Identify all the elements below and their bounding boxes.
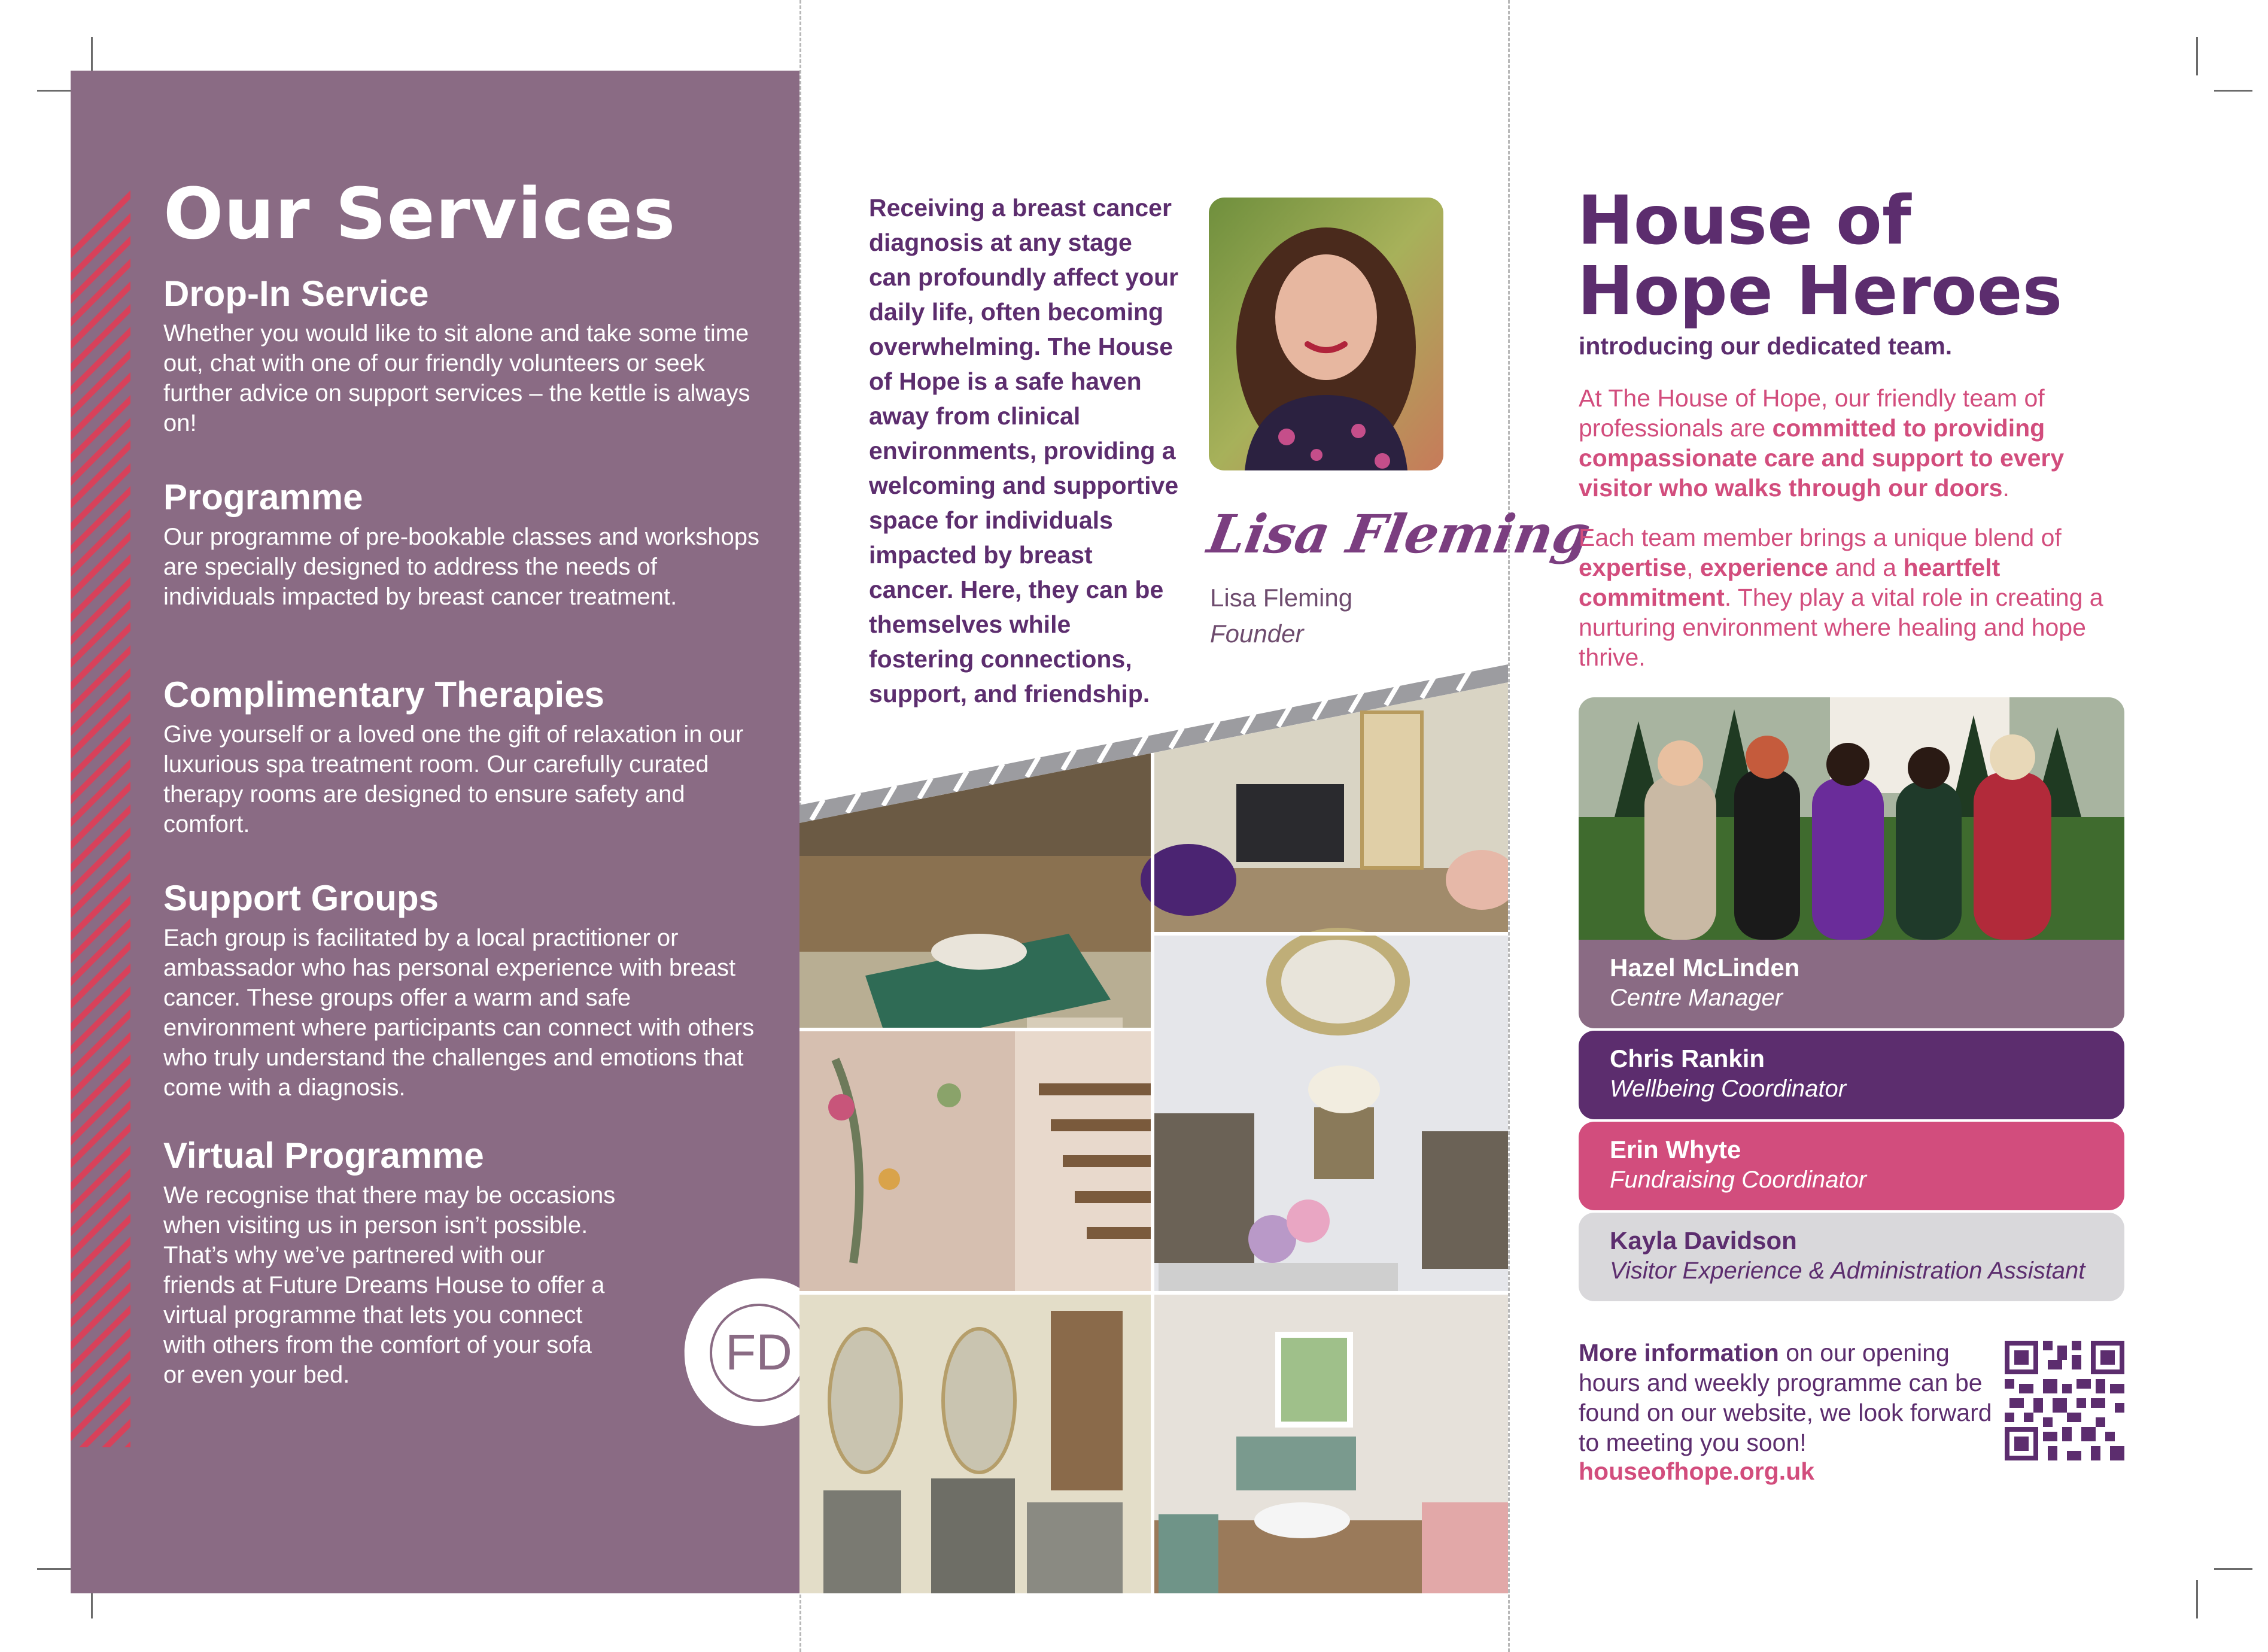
- text-bold: committed to providing compassionate care and support to every visitor who walks through our doors: [1579, 414, 2065, 502]
- founder-photo: [1209, 198, 1443, 470]
- crop-mark: [37, 1568, 75, 1570]
- photo-living-room: [1153, 928, 1508, 1293]
- heroes-title-line2: Hope Heroes: [1577, 253, 2063, 330]
- team-photo: [1579, 697, 2124, 940]
- stripe: [71, 1441, 130, 1447]
- team-member-name: Kayla Davidson: [1610, 1226, 1797, 1255]
- heroes-title-line1: House of: [1577, 182, 1911, 260]
- team-member-card: [1579, 1031, 2124, 1119]
- photo-sitting-room: [1153, 1293, 1508, 1593]
- photo-salon: [799, 1293, 1153, 1593]
- crop-mark: [2196, 37, 2198, 75]
- crop-mark: [2214, 1568, 2252, 1570]
- heroes-title: [1577, 182, 2063, 330]
- team-member-card: [1579, 1213, 2124, 1301]
- logo-text: FD: [725, 1324, 792, 1380]
- text-span: Each team member brings a unique blend of: [1579, 524, 2062, 551]
- service-heading: Complimentary Therapies: [163, 675, 604, 715]
- crop-mark: [37, 90, 75, 92]
- team-member-name: Hazel McLinden: [1610, 953, 1800, 982]
- crop-mark: [2214, 90, 2252, 92]
- heroes-intro-paragraph: [1579, 383, 2141, 503]
- decorative-stripes: [71, 190, 130, 1447]
- service-body: Each group is facilitated by a local practitioner or ambassador who has personal experience with breast cancer. These groups offer a warm and safe environment where participants can connect with others who truly understand the challenges and emotions that come with a diagnosis.: [163, 925, 755, 1101]
- service-heading: Programme: [163, 477, 363, 517]
- interior-photo-collage: [799, 664, 1508, 1593]
- service-support-groups: [163, 879, 762, 1103]
- text-bold: More information: [1579, 1339, 1779, 1366]
- founder-quote: Receiving a breast cancer diagnosis at any stage can profoundly affect your daily life, often becoming overwhelming. The House of Hope is a safe haven away from clinical environments, providing a welcoming and supportive space for individuals impacted by breast cancer. Here, they can be themselves while fostering connections, support, and friendship.: [869, 194, 1179, 707]
- text-span: on our opening hours and weekly programme can be found on our website, we look forward to meeting you soon!: [1579, 1339, 1992, 1456]
- team-member-card: [1579, 1122, 2124, 1210]
- photo-staircase: [799, 1030, 1153, 1293]
- service-heading: Support Groups: [163, 878, 439, 918]
- services-panel: [71, 71, 799, 1593]
- service-virtual: [163, 1136, 618, 1390]
- crop-mark: [2196, 1580, 2198, 1618]
- fold-line: [1508, 0, 1510, 1652]
- text-span: ,: [1686, 554, 1700, 581]
- text-bold: expertise: [1579, 554, 1687, 581]
- service-heading: Drop-In Service: [163, 274, 429, 314]
- heroes-team-paragraph: [1579, 523, 2141, 672]
- text-span: and a: [1828, 554, 1904, 581]
- team-member-role: Centre Manager: [1610, 985, 1783, 1011]
- service-therapies: [163, 675, 762, 839]
- service-drop-in: [163, 274, 762, 438]
- website-link[interactable]: houseofhope.org.uk: [1579, 1457, 1815, 1485]
- founder-signature: Lisa Fleming: [1203, 503, 1595, 565]
- team-member-name: Erin Whyte: [1610, 1135, 1741, 1164]
- photo-lounge: [1141, 682, 1508, 934]
- service-heading: Virtual Programme: [163, 1135, 484, 1176]
- service-programme: [163, 478, 762, 612]
- team-member-role: Fundraising Coordinator: [1610, 1167, 1867, 1193]
- qr-code-icon[interactable]: [2005, 1341, 2124, 1460]
- team-member-role: Wellbeing Coordinator: [1610, 1076, 1847, 1102]
- crop-mark: [91, 37, 93, 75]
- founder-name: Lisa Fleming: [1210, 584, 1353, 612]
- service-body: Our programme of pre-bookable classes and workshops are specially designed to address the needs of individuals impacted by breast cancer treatment.: [163, 524, 760, 610]
- service-body: Whether you would like to sit alone and take some time out, chat with one of our friendly volunteers or seek further advice on support services – the kettle is always on!: [163, 320, 750, 436]
- more-information-text: [1579, 1338, 1998, 1457]
- text-span: .: [2002, 474, 2009, 502]
- text-bold: experience: [1700, 554, 1829, 581]
- service-body: Give yourself or a loved one the gift of relaxation in our luxurious spa treatment room. Our carefully curated therapy rooms are designed to ensure safety and comfort.: [163, 721, 744, 837]
- team-member-name: Chris Rankin: [1610, 1044, 1765, 1073]
- team-member-role: Visitor Experience & Administration Assistant: [1610, 1258, 2085, 1284]
- founder-role: Founder: [1210, 620, 1304, 648]
- text-span: At The House of Hope, our friendly team of professionals are: [1579, 384, 2045, 442]
- team-member-card: [1579, 940, 2124, 1028]
- text-span: . They play a vital role in creating a nurturing environment where healing and hope thrive.: [1579, 584, 2103, 671]
- future-dreams-logo: [680, 1274, 799, 1429]
- heroes-subtitle: introducing our dedicated team.: [1579, 332, 1953, 360]
- text-bold: heartfelt commitment: [1579, 554, 2001, 611]
- services-title: Our Services: [163, 172, 676, 255]
- service-body: We recognise that there may be occasions when visiting us in person isn’t possible. That’s why we’ve partnered with our friends at Future Dreams House to offer a virtual programme that lets you connect with others from the comfort of your sofa or even your bed.: [163, 1182, 616, 1388]
